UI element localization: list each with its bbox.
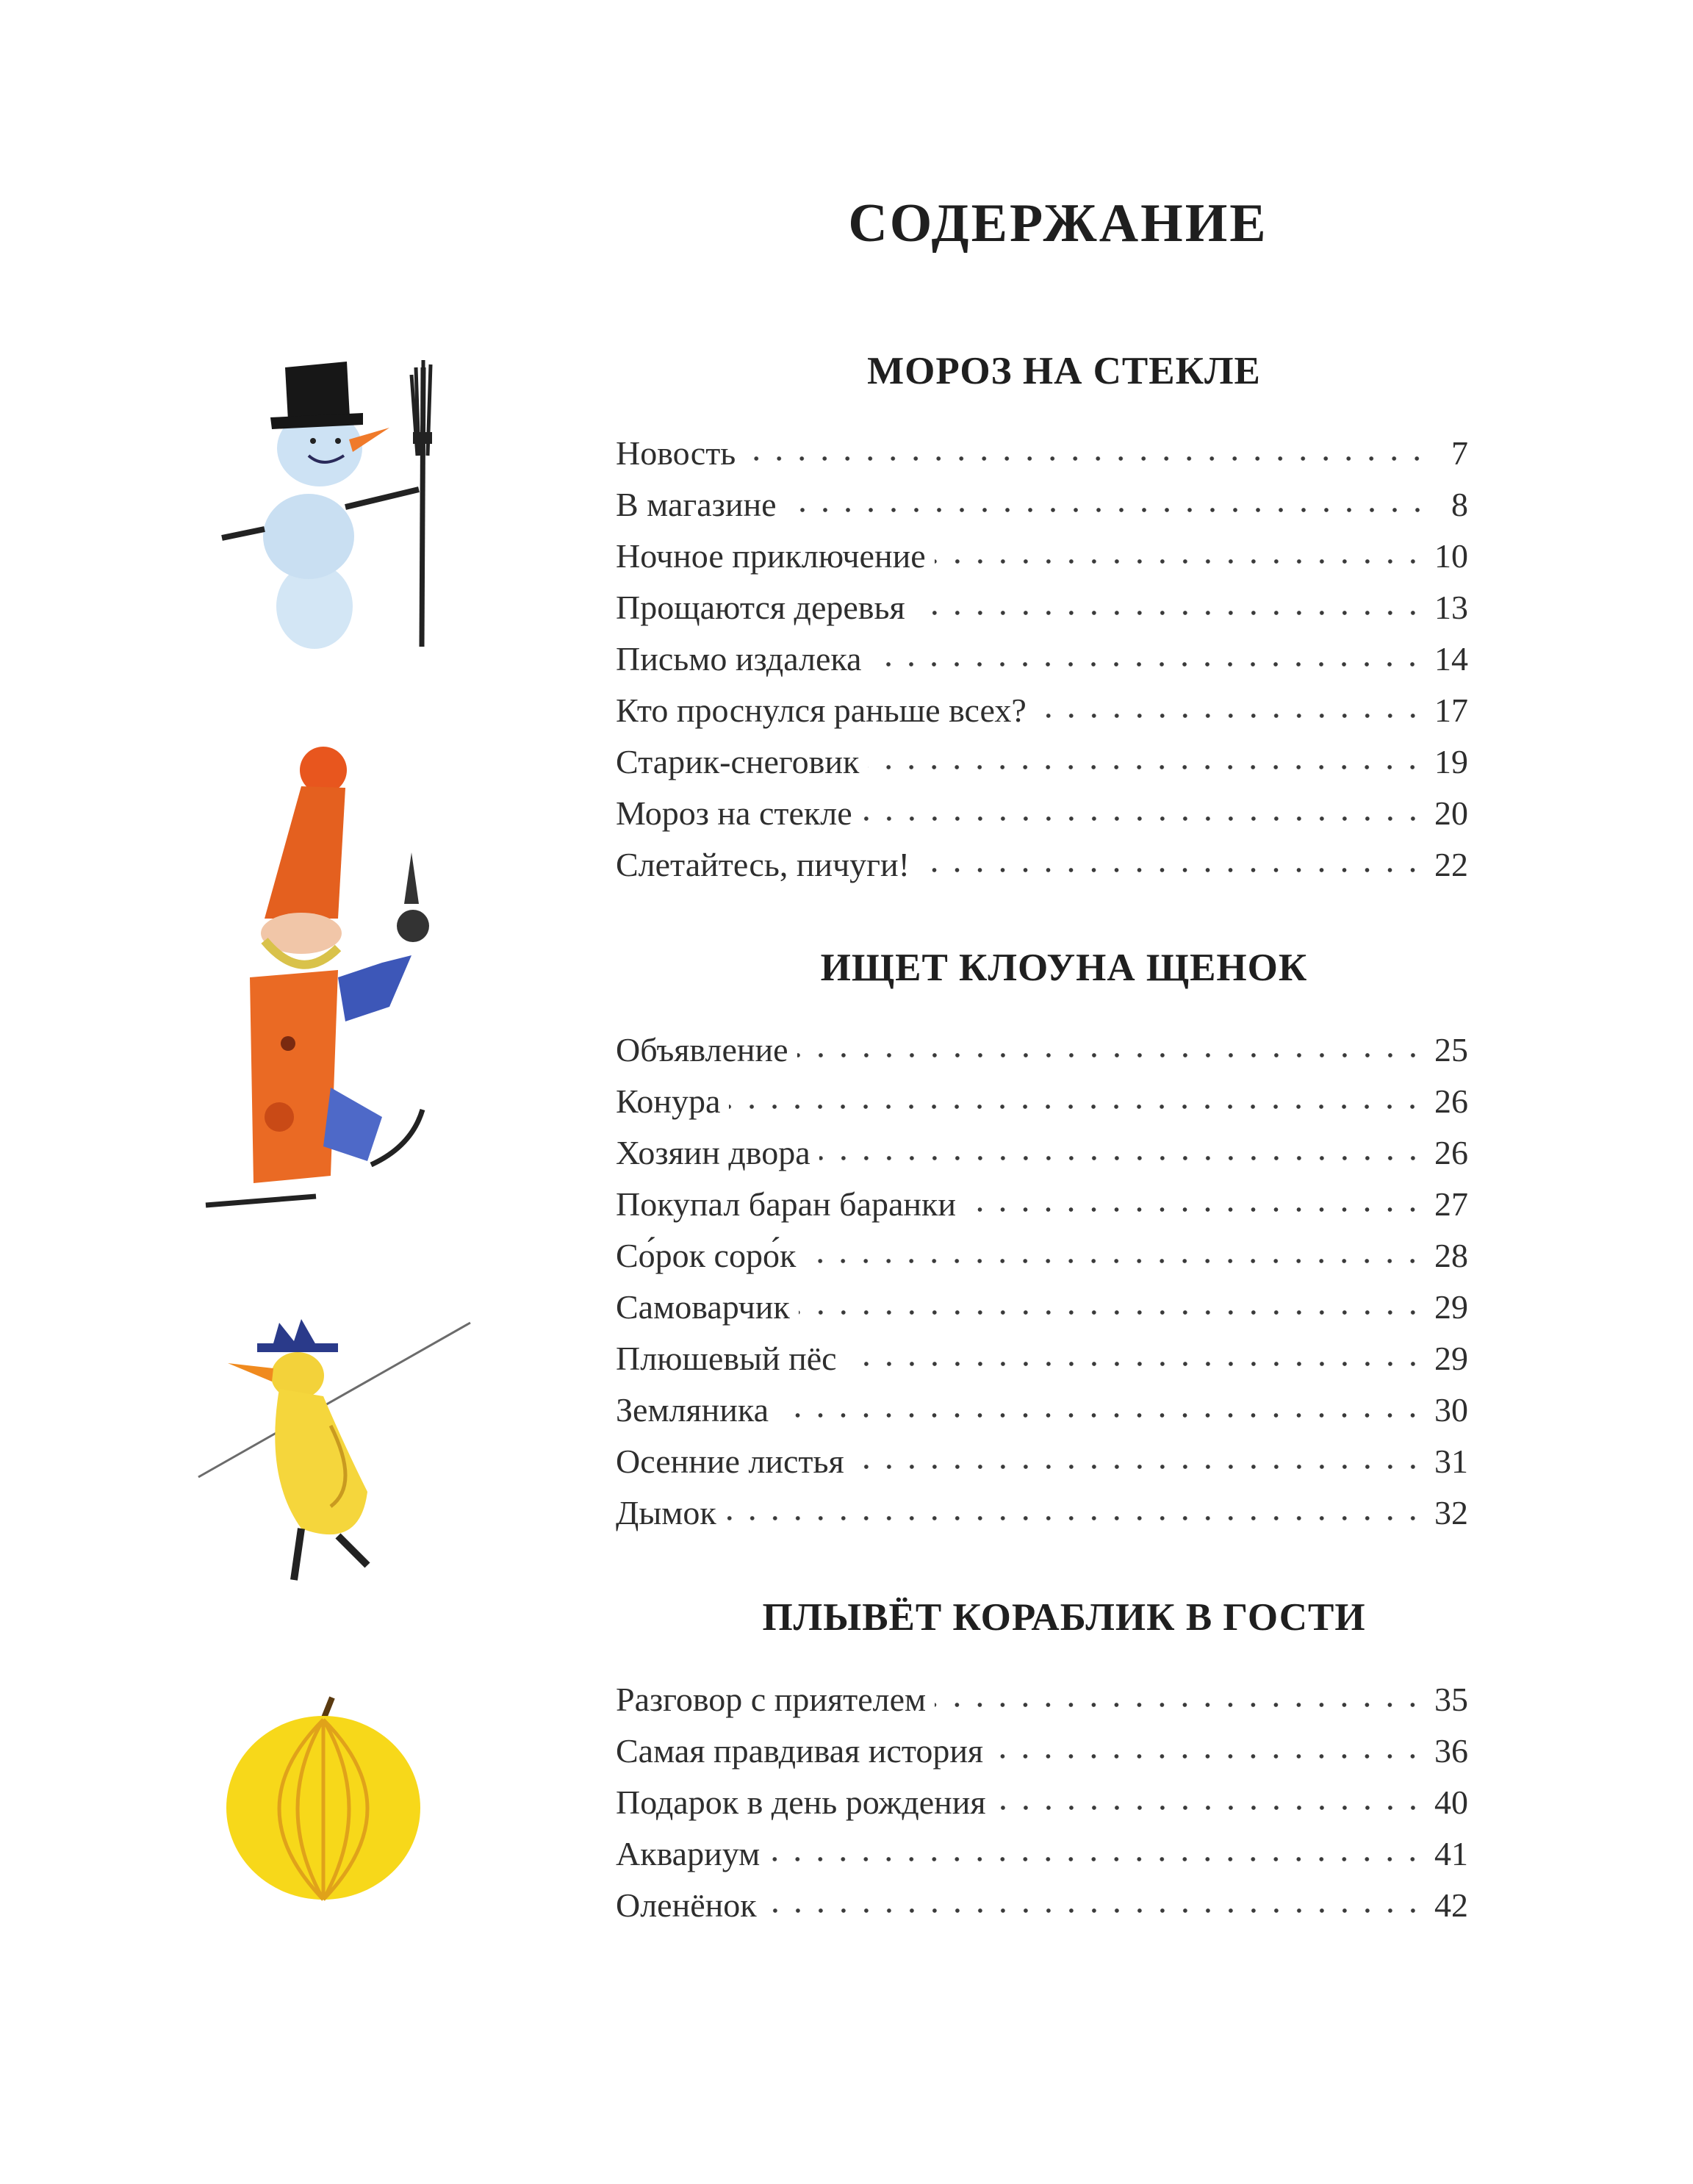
dot-leader [992,1751,1424,1761]
entry-page: 19 [1434,743,1468,780]
dot-leader [868,762,1424,772]
toc-entry[interactable] [616,582,1468,633]
toc-entry[interactable] [616,1725,1468,1777]
dot-leader [777,1410,1424,1420]
dot-leader [805,1256,1424,1266]
entry-title: Подарок в день рождения [616,1784,986,1821]
toc-entry[interactable] [616,531,1468,582]
entry-page: 17 [1434,692,1468,729]
toc-entry[interactable] [616,1777,1468,1828]
entry-title: Кто проснулся раньше всех? [616,692,1027,729]
entry-page: 41 [1434,1835,1468,1872]
entry-page: 22 [1434,846,1468,883]
entry-page: 29 [1434,1340,1468,1377]
entry-title: Письмо издалека [616,640,862,678]
entry-page: 35 [1434,1681,1468,1718]
dot-leader [870,659,1424,669]
toc-entry[interactable] [616,1282,1468,1333]
entry-page: 28 [1434,1237,1468,1274]
dot-leader [861,813,1424,824]
section-kloun [616,942,1468,1539]
toc-entry[interactable] [616,736,1468,788]
dot-leader [819,1153,1424,1163]
toc-entry[interactable] [616,685,1468,736]
entry-page: 8 [1451,486,1468,523]
toc-entry[interactable] [616,839,1468,891]
dot-leader [846,1359,1424,1369]
toc-entry[interactable] [616,428,1468,479]
entry-page: 36 [1434,1732,1468,1770]
section-moroz [616,345,1468,891]
pumpkin-illustration [213,1690,434,1911]
entry-title: Плюшевый пёс [616,1340,837,1377]
clown-icon [206,747,429,1205]
duck-illustration [184,1308,478,1602]
entry-page: 32 [1434,1494,1468,1531]
entry-title: Прощаются деревья [616,589,905,626]
entry-page: 31 [1434,1443,1468,1480]
entry-title: Самая правдивая история [616,1732,984,1770]
toc-entry[interactable] [616,1487,1468,1539]
section-title: ПЛЫВЁТ КОРАБЛИК В ГОСТИ [762,1596,1366,1639]
dot-leader [919,865,1424,875]
toc-entry[interactable] [616,1333,1468,1384]
entry-page: 13 [1434,589,1468,626]
entry-title: Аквариум [616,1835,761,1872]
toc-list [616,428,1468,891]
section-korablik [616,1592,1468,1931]
dot-leader [725,1513,1424,1523]
dot-leader [935,1700,1424,1710]
entry-title: Мороз на стекле [616,794,852,832]
entry-page: 10 [1434,537,1468,575]
entry-page: 14 [1434,640,1468,678]
dot-leader [995,1803,1424,1813]
toc-list [616,1024,1468,1539]
entry-title: Осенние листья [616,1443,844,1480]
clown-illustration [191,735,456,1235]
dot-leader [965,1204,1424,1215]
entry-page: 7 [1451,434,1468,472]
entry-page: 27 [1434,1185,1468,1223]
entry-title: Самоварчик [616,1288,790,1326]
entry-title: Слетайтесь, пичуги! [616,846,910,883]
toc-list [616,1674,1468,1931]
toc-entry[interactable] [616,1828,1468,1880]
snowman-illustration [206,345,456,683]
entry-title: Со́рок соро́к [616,1237,797,1274]
dot-leader [766,1905,1424,1916]
entry-page: 29 [1434,1288,1468,1326]
dot-leader [1035,711,1424,721]
entry-page: 25 [1434,1031,1468,1068]
entry-title: Хозяин двора [616,1134,810,1171]
entry-title: Земляника [616,1391,769,1429]
dot-leader [799,1307,1424,1318]
entry-title: Покупал баран баранки [616,1185,956,1223]
entry-page: 40 [1434,1784,1468,1821]
dot-leader [744,453,1428,464]
entry-title: Оленёнок [616,1886,757,1924]
entry-title: Разговор с приятелем [616,1681,927,1718]
toc-entry[interactable] [616,788,1468,839]
entry-title: В магазине [616,486,777,523]
page-title: СОДЕРЖАНИЕ [848,193,1268,254]
dot-leader [853,1462,1424,1472]
toc-entry[interactable] [616,1179,1468,1230]
entry-page: 20 [1434,794,1468,832]
toc-entry[interactable] [616,1024,1468,1076]
section-title: МОРОЗ НА СТЕКЛЕ [867,350,1261,392]
entry-page: 26 [1434,1134,1468,1171]
entry-title: Ночное приключение [616,537,926,575]
dot-leader [914,608,1424,618]
toc-entry[interactable] [616,1674,1468,1725]
toc-entry[interactable] [616,479,1468,531]
toc-entry[interactable] [616,1076,1468,1127]
toc-entry[interactable] [616,1127,1468,1179]
duck-icon [198,1319,470,1580]
section-title: ИЩЕТ КЛОУНА ЩЕНОК [820,946,1308,989]
snowman-icon [222,360,432,649]
toc-entry[interactable] [616,1880,1468,1931]
dot-leader [769,1854,1424,1864]
entry-page: 42 [1434,1886,1468,1924]
entry-title: Новость [616,434,736,472]
entry-title: Конура [616,1082,721,1120]
dot-leader [786,505,1429,515]
pumpkin-icon [226,1698,420,1900]
entry-title: Старик-снеговик [616,743,860,780]
toc-entry[interactable] [616,1436,1468,1487]
dot-leader [935,556,1424,567]
entry-page: 30 [1434,1391,1468,1429]
entry-title: Дымок [616,1494,716,1531]
toc-entry[interactable] [616,1384,1468,1436]
dot-leader [797,1050,1424,1060]
toc-entry[interactable] [616,1230,1468,1282]
entry-page: 26 [1434,1082,1468,1120]
dot-leader [729,1102,1424,1112]
entry-title: Объявление [616,1031,788,1068]
toc-entry[interactable] [616,633,1468,685]
